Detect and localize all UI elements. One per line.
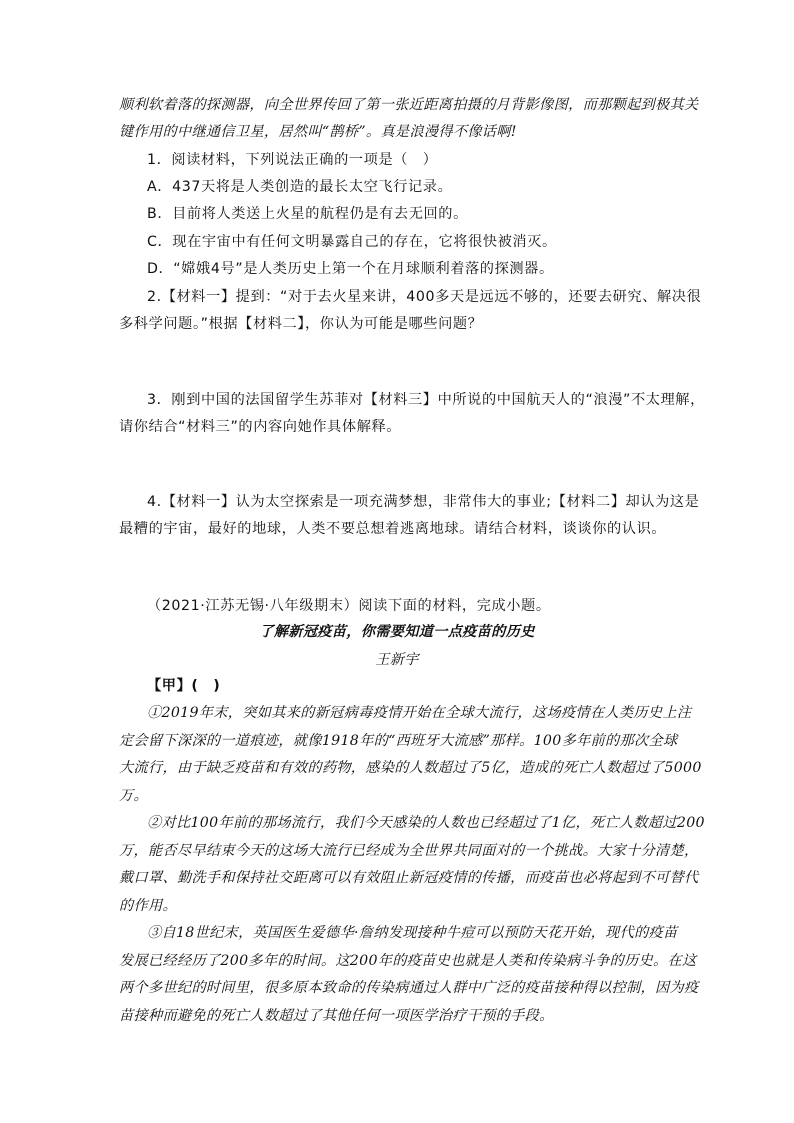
part-label: 【甲】( ) [147, 678, 221, 694]
article-title: 了解新冠疫苗，你需要知道一点疫苗的历史 [259, 624, 535, 640]
question-3-line: 请你结合“材料三”的内容向她作具体解释。 [119, 419, 402, 435]
article-author: 王新宇 [375, 652, 419, 668]
paragraph-line: 苗接种而避免的死亡人数超过了其他任何一项医学治疗干预的手段。 [119, 1008, 554, 1024]
question-2-line: 2.【材料一】提到：“对于去火星来讲，400多天是远远不够的，还要去研究、解决很 [147, 289, 702, 305]
question-1-option-c: C．现在宇宙中有任何文明暴露自己的存在，它将很快被消灭。 [147, 234, 557, 250]
question-1-stem: 1．阅读材料，下列说法正确的一项是（ ） [147, 152, 438, 168]
paragraph-line: 的作用。 [119, 898, 177, 914]
paragraph-line: 万。 [119, 788, 148, 804]
source-line: （2021·江苏无锡·八年级期末）阅读下面的材料，完成小题。 [147, 598, 551, 614]
paragraph-line: 戴口罩、勤洗手和保持社交距离可以有效阻止新冠疫情的传播，而疫苗也必将起到不可替代 [119, 870, 699, 886]
paragraph-line: 发展已经经历了200多年的时间。这200年的疫苗史也就是人类和传染病斗争的历史。在这 [119, 953, 697, 969]
passage-line: 键作用的中继通信卫星，居然叫“鹊桥”。真是浪漫得不像话啊! [119, 124, 517, 140]
question-4-line: 最糟的宇宙，最好的地球，人类不要总想着逃离地球。请结合材料，谈谈你的认识。 [119, 521, 667, 537]
question-2-line: 多科学问题。”根据【材料二】，你认为可能是哪些问题？ [119, 316, 483, 332]
paragraph-line: 大流行，由于缺乏疫苗和有效的药物，感染的人数超过了5亿，造成的死亡人数超过了5000 [119, 760, 702, 776]
question-4-line: 4.【材料一】认为太空探索是一项充满梦想，非常伟大的事业;【材料二】却认为这是 [147, 494, 700, 510]
question-1-option-d: D．“嫦娥4号”是人类历史上第一个在月球顺利着落的探测器。 [147, 261, 554, 277]
question-1-option-a: A．437天将是人类创造的最长太空飞行记录。 [147, 179, 453, 195]
paragraph-line: ②对比100年前的那场流行，我们今天感染的人数也已经超过了1亿，死亡人数超过200 [147, 815, 705, 831]
paragraph-line: 两个多世纪的时间里，很多原本致命的传染病通过人群中广泛的疫苗接种得以控制，因为疫 [119, 980, 699, 996]
passage-line: 顺利软着落的探测器，向全世界传回了第一张近距离拍摄的月背影像图，而那颗起到极其关 [119, 97, 699, 113]
question-3-line: 3．刚到中国的法国留学生苏菲对【材料三】中所说的中国航天人的“浪漫”不太理解， [147, 392, 705, 408]
paragraph-line: ①2019年末，突如其来的新冠病毒疫情开始在全球大流行，这场疫情在人类历史上注 [147, 705, 692, 721]
paragraph-line: ③自18世纪末，英国医生爱德华·詹纳发现接种牛痘可以预防天花开始，现代的疫苗 [147, 925, 678, 941]
paragraph-line: 定会留下深深的一道痕迹，就像1918年的“西班牙大流感”那样。100多年前的那次全球 [119, 733, 678, 749]
paragraph-line: 万，能否尽早结束今天的这场大流行已经成为全世界共同面对的一个挑战。大家十分清楚， [119, 843, 699, 859]
question-1-option-b: B．目前将人类送上火星的航程仍是有去无回的。 [147, 206, 468, 222]
